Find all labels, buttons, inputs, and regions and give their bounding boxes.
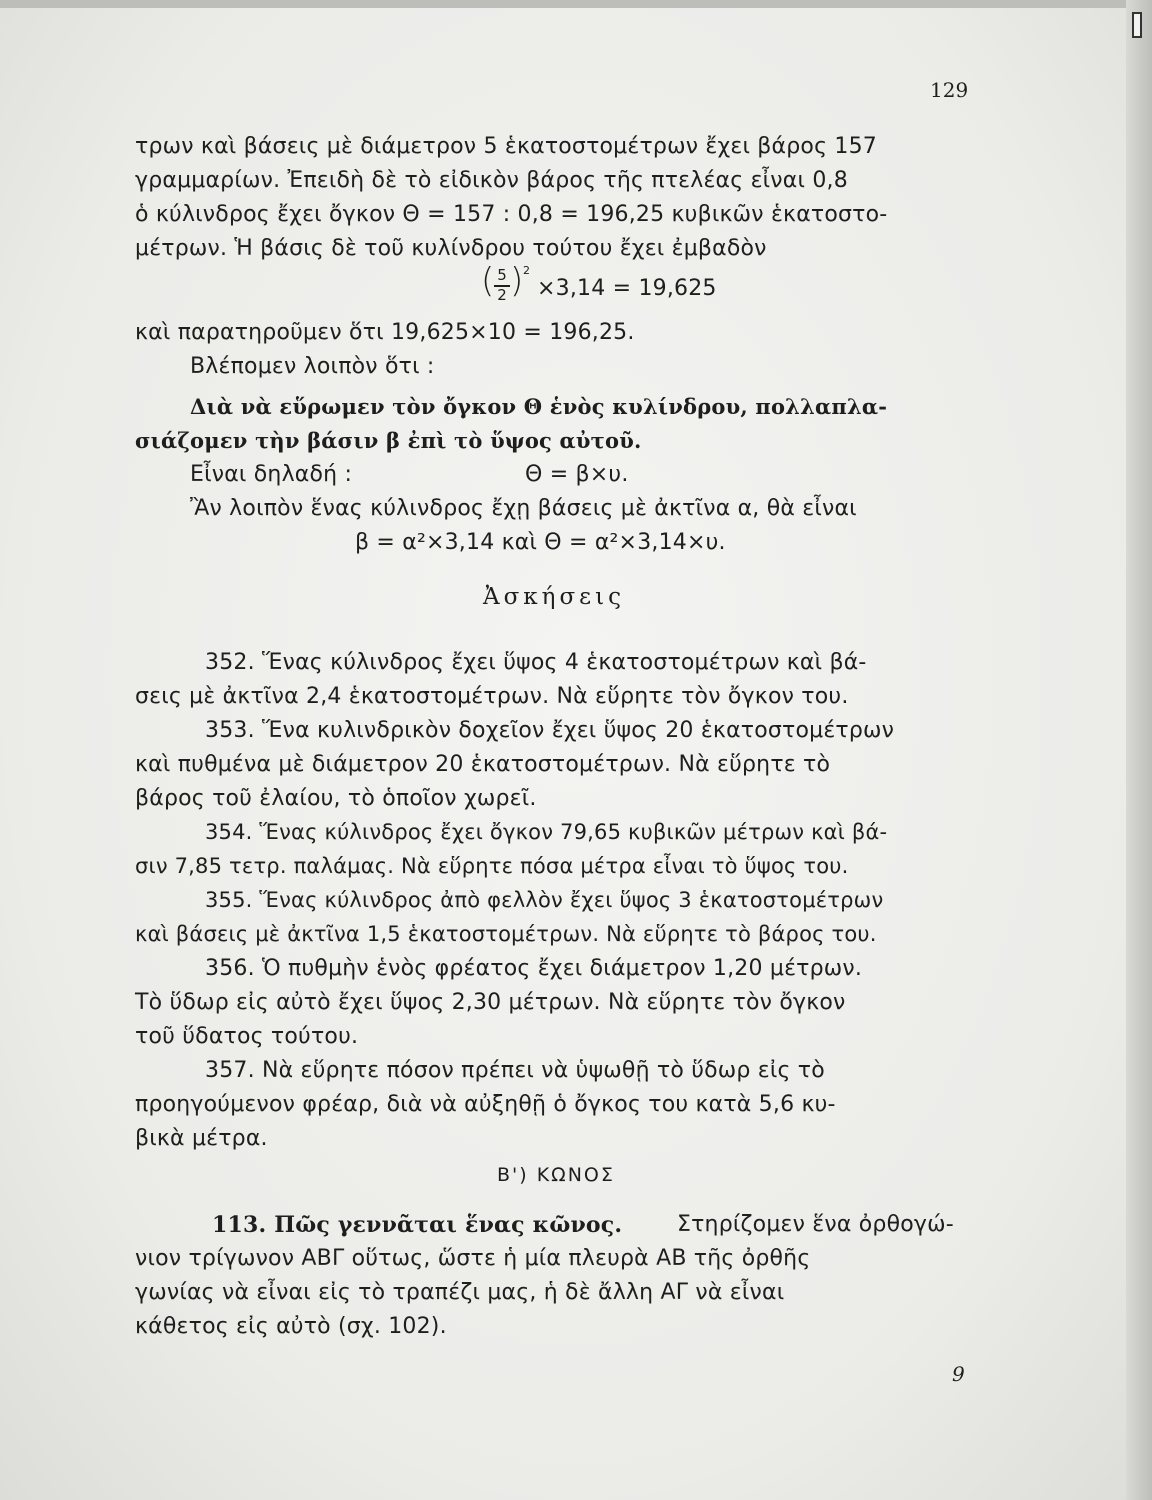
- exercise-352-line-2: σεις μὲ ἀκτῖνα 2,4 ἑκατοστομέτρων. Νὰ εὕρητε τὸν ὄγκον του.: [135, 684, 849, 709]
- exercise-356-line-2: Τὸ ὕδωρ εἰς αὐτὸ ἔχει ὕψος 2,30 μέτρων. Νὰ εὕρητε τὸν ὄγκον: [135, 990, 846, 1015]
- exercise-353-line-3: βάρος τοῦ ἐλαίου, τὸ ὁποῖον χωρεῖ.: [135, 786, 537, 811]
- page-top-edge: [0, 0, 1152, 8]
- intro-line-2: γραμμαρίων. Ἐπειδὴ δὲ τὸ εἰδικὸν βάρος τῆς πτελέας εἶναι 0,8: [135, 168, 848, 193]
- rule-line-2: σιάζομεν τὴν βάσιν β ἐπὶ τὸ ὕψος αὐτοῦ.: [135, 428, 642, 453]
- intro-line-6: Βλέπομεν λοιπὸν ὅτι :: [190, 354, 435, 379]
- exercise-352-line-1: 352. Ἕνας κύλινδρος ἔχει ὕψος 4 ἑκατοστομέτρων καὶ βά-: [205, 650, 867, 675]
- rule-line-1: Διὰ νὰ εὕρωμεν τὸν ὄγκον Θ ἑνὸς κυλίνδρου, πολλαπλα-: [190, 394, 888, 419]
- exercise-353-line-1: 353. Ἕνα κυλινδρικὸν δοχεῖον ἔχει ὕψος 20 ἑκατοστομέτρων: [205, 718, 895, 743]
- paren-close: ): [510, 261, 524, 301]
- fraction-denominator: 2: [497, 286, 507, 304]
- intro-line-7-label: Εἶναι δηλαδή :: [190, 462, 353, 487]
- intro-line-9: β = α²×3,14 καὶ Θ = α²×3,14×υ.: [355, 530, 726, 555]
- signature-mark: 9: [952, 1362, 965, 1386]
- exercise-356-line-1: 356. Ὁ πυθμὴν ἑνὸς φρέατος ἔχει διάμετρον 1,20 μέτρων.: [205, 956, 863, 981]
- exercise-354-line-2: σιν 7,85 τετρ. παλάμας. Νὰ εὕρητε πόσα μέτρα εἶναι τὸ ὕψος του.: [135, 854, 849, 878]
- paragraph-113-line-2: νιον τρίγωνον ΑΒΓ οὕτως, ὥστε ἡ μία πλευρὰ ΑΒ τῆς ὀρθῆς: [135, 1246, 811, 1271]
- intro-line-3: ὁ κύλινδρος ἔχει ὄγκον Θ = 157 : 0,8 = 196,25 κυβικῶν ἑκατοστο-: [135, 202, 888, 227]
- fraction-numerator: 5: [497, 266, 507, 284]
- exercise-357-line-2: προηγούμενον φρέαρ, διὰ νὰ αὐξηθῇ ὁ ὄγκος του κατὰ 5,6 κυ-: [135, 1092, 836, 1117]
- paren-open: (: [481, 261, 495, 301]
- formula-exponent: 2: [523, 264, 530, 277]
- intro-line-1: τρων καὶ βάσεις μὲ διάμετρον 5 ἑκατοστομέτρων ἔχει βάρος 157: [135, 134, 877, 159]
- exercise-357-line-3: βικὰ μέτρα.: [135, 1126, 268, 1151]
- intro-line-5: καὶ παρατηροῦμεν ὅτι 19,625×10 = 196,25.: [135, 320, 635, 345]
- exercise-355-line-2: καὶ βάσεις μὲ ἀκτῖνα 1,5 ἑκατοστομέτρων. Νὰ εὕρητε τὸ βάρος του.: [135, 922, 877, 946]
- page-right-edge: [1126, 0, 1152, 1500]
- paragraph-113-title: 113. Πῶς γεννᾶται ἕνας κῶνος.: [212, 1212, 623, 1238]
- exercise-353-line-2: καὶ πυθμένα μὲ διάμετρον 20 ἑκατοστομέτρων. Νὰ εὕρητε τὸ: [135, 752, 831, 777]
- section-heading: Β') ΚΩΝΟΣ: [497, 1164, 615, 1186]
- exercise-355-line-1: 355. Ἕνας κύλινδρος ἀπὸ φελλὸν ἔχει ὕψος 3 ἑκατοστομέτρων: [205, 888, 884, 912]
- formula-rest: ×3,14 = 19,625: [537, 276, 717, 301]
- page-number: 129: [930, 78, 969, 102]
- paragraph-113-line-3: γωνίας νὰ εἶναι εἰς τὸ τραπέζι μας, ἡ δὲ ἄλλη ΑΓ νὰ εἶναι: [135, 1280, 785, 1305]
- exercise-356-line-3: τοῦ ὕδατος τούτου.: [135, 1024, 359, 1049]
- paragraph-113-line-1: Στηρίζομεν ἕνα ὀρθογώ-: [677, 1212, 954, 1237]
- exercise-357-line-1: 357. Νὰ εὕρητε πόσον πρέπει νὰ ὑψωθῇ τὸ ὕδωρ εἰς τὸ: [205, 1058, 825, 1083]
- corner-mark: [1132, 12, 1142, 38]
- exercise-354-line-1: 354. Ἕνας κύλινδρος ἔχει ὄγκον 79,65 κυβικῶν μέτρων καὶ βά-: [205, 820, 888, 844]
- intro-line-8: Ἂν λοιπὸν ἕνας κύλινδρος ἔχῃ βάσεις μὲ ἀκτῖνα α, θὰ εἶναι: [190, 496, 857, 521]
- paragraph-113-line-4: κάθετος εἰς αὐτὸ (σχ. 102).: [135, 1314, 447, 1339]
- intro-line-4: μέτρων. Ἡ βάσις δὲ τοῦ κυλίνδρου τούτου ἔχει ἐμβαδὸν: [135, 236, 767, 261]
- intro-line-7-formula: Θ = β×υ.: [525, 462, 629, 487]
- exercises-heading: Ἀσκήσεις: [483, 584, 625, 610]
